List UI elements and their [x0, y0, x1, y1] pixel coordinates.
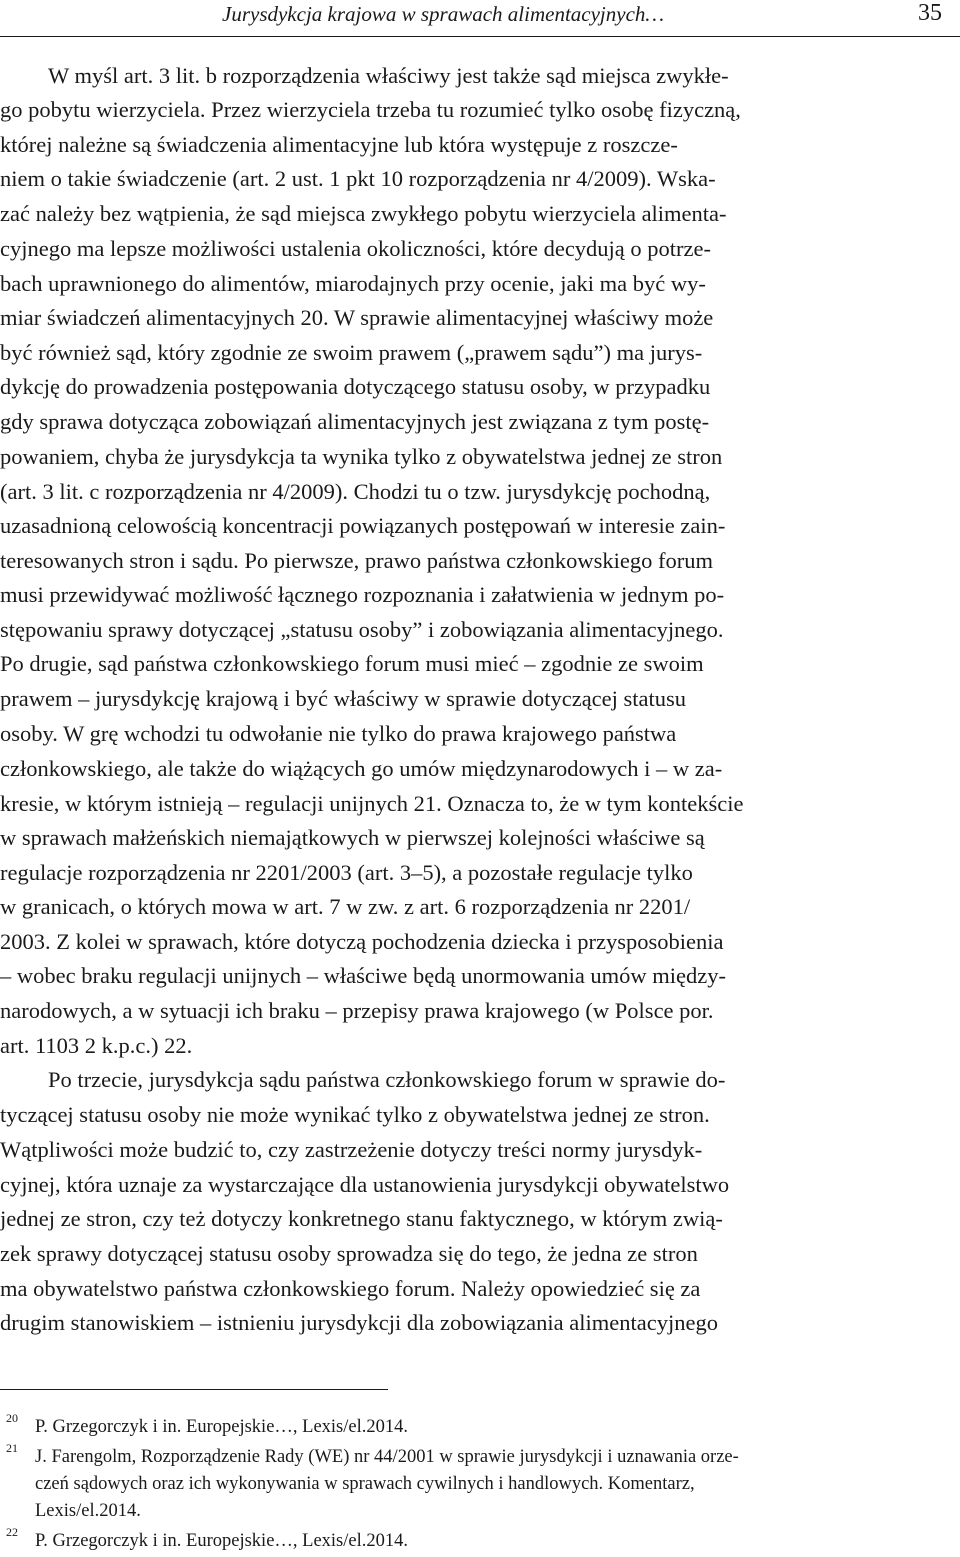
text-line: Po trzecie, jurysdykcja sądu państwa członkowskiego forum w sprawie do-: [48, 1067, 726, 1092]
page-number: 35: [918, 0, 942, 26]
text-line: gdy sprawa dotycząca zobowiązań alimentacyjnych jest związana z tym postę-: [0, 409, 710, 434]
footnote-line: P. Grzegorczyk i in. Europejskie…, Lexis/el.2014.: [35, 1531, 408, 1551]
text-line: członkowskiego, ale także do wiążących go umów międzynarodowych i – w za-: [0, 756, 723, 781]
text-line: teresowanych stron i sądu. Po pierwsze, prawo państwa członkowskiego forum: [0, 548, 713, 573]
text-line: bach uprawnionego do alimentów, miarodajnych przy ocenie, jaki ma być wy-: [0, 271, 706, 296]
running-header: [0, 0, 960, 36]
text-line: drugim stanowiskiem – istnieniu jurysdykcji dla zobowiązania alimentacyjnego: [0, 1310, 718, 1335]
text-line: osoby. W grę wchodzi tu odwołanie nie tylko do prawa krajowego państwa: [0, 721, 677, 746]
running-title: Jurysdykcja krajowa w sprawach alimentacyjnych…: [222, 2, 665, 26]
text-line: Po drugie, sąd państwa członkowskiego forum musi mieć – zgodnie ze swoim: [0, 651, 704, 676]
footnote-separator: [0, 1389, 388, 1390]
text-line: jednej ze stron, czy też dotyczy konkretnego stanu faktycznego, w którym zwią-: [0, 1206, 723, 1231]
text-line: uzasadnioną celowością koncentracji powiązanych postępowań w interesie zain-: [0, 513, 726, 538]
text-line: powaniem, chyba że jurysdykcja ta wynika tylko z obywatelstwa jednej ze stron: [0, 444, 723, 469]
text-line: regulacje rozporządzenia nr 2201/2003 (art. 3–5), a pozostałe regulacje tylko: [0, 860, 693, 885]
text-line: ma obywatelstwo państwa członkowskiego forum. Należy opowiedzieć się za: [0, 1276, 701, 1301]
text-line: stępowaniu sprawy dotyczącej „statusu osoby” i zobowiązania alimentacyjnego.: [0, 617, 724, 642]
text-line: której należne są świadczenia alimentacyjne lub która występuje z roszcze-: [0, 132, 678, 157]
text-line: 2003. Z kolei w sprawach, które dotyczą pochodzenia dziecka i przysposobienia: [0, 929, 724, 954]
header-rule: [0, 36, 960, 37]
text-line: narodowych, a w sytuacji ich braku – przepisy prawa krajowego (w Polsce por.: [0, 998, 714, 1023]
text-line: tyczącej statusu osoby nie może wynikać tylko z obywatelstwa jednej ze stron.: [0, 1102, 710, 1127]
text-line: (art. 3 lit. c rozporządzenia nr 4/2009). Chodzi tu o tzw. jurysdykcję pochodną,: [0, 479, 711, 504]
text-line: kresie, w którym istnieją – regulacji unijnych 21. Oznacza to, że w tym kontekście: [0, 791, 744, 816]
text-line: prawem – jurysdykcję krajową i być właściwy w sprawie dotyczącej statusu: [0, 686, 687, 711]
text-line: go pobytu wierzyciela. Przez wierzyciela trzeba tu rozumieć tylko osobę fizyczną,: [0, 97, 741, 122]
text-line: W myśl art. 3 lit. b rozporządzenia właściwy jest także sąd miejsca zwykłe-: [48, 63, 729, 88]
footnote-line: J. Farengolm, Rozporządzenie Rady (WE) nr 44/2001 w sprawie jurysdykcji i uznawania orze-: [35, 1447, 739, 1467]
text-line: art. 1103 2 k.p.c.) 22.: [0, 1033, 193, 1058]
text-line: być również sąd, który zgodnie ze swoim prawem („prawem sądu”) ma jurys-: [0, 340, 703, 365]
text-line: – wobec braku regulacji unijnych – właściwe będą unormowania umów między-: [0, 963, 727, 988]
footnote-number: 22: [6, 1525, 18, 1539]
footnote-line: Lexis/el.2014.: [35, 1501, 141, 1521]
text-line: w sprawach małżeńskich niemajątkowych w pierwszej kolejności właściwe są: [0, 825, 705, 850]
text-line: musi przewidywać możliwość łącznego rozpoznania i załatwienia w jednym po-: [0, 582, 725, 607]
text-line: cyjnej, która uznaje za wystarczające dla ustanowienia jurysdykcji obywatelstwo: [0, 1172, 730, 1197]
text-line: cyjnego ma lepsze możliwości ustalenia okoliczności, które decydują o potrze-: [0, 236, 712, 261]
footnote-number: 20: [6, 1411, 18, 1425]
footnote-line: czeń sądowych oraz ich wykonywania w sprawach cywilnych i handlowych. Komentarz,: [35, 1474, 695, 1494]
text-line: dykcję do prowadzenia postępowania dotyczącego statusu osoby, w przypadku: [0, 374, 711, 399]
text-line: zek sprawy dotyczącej statusu osoby sprowadza się do tego, że jedna ze stron: [0, 1241, 698, 1266]
text-line: niem o takie świadczenie (art. 2 ust. 1 pkt 10 rozporządzenia nr 4/2009). Wska-: [0, 166, 716, 191]
footnote-line: P. Grzegorczyk i in. Europejskie…, Lexis/el.2014.: [35, 1417, 408, 1437]
text-line: zać należy bez wątpienia, że sąd miejsca zwykłego pobytu wierzyciela alimenta-: [0, 201, 727, 226]
text-line: w granicach, o których mowa w art. 7 w zw. z art. 6 rozporządzenia nr 2201/: [0, 894, 691, 919]
text-line: Wątpliwości może budzić to, czy zastrzeżenie dotyczy treści normy jurysdyk-: [0, 1137, 703, 1162]
text-line: miar świadczeń alimentacyjnych 20. W sprawie alimentacyjnej właściwy może: [0, 305, 714, 330]
footnote-number: 21: [6, 1441, 18, 1455]
